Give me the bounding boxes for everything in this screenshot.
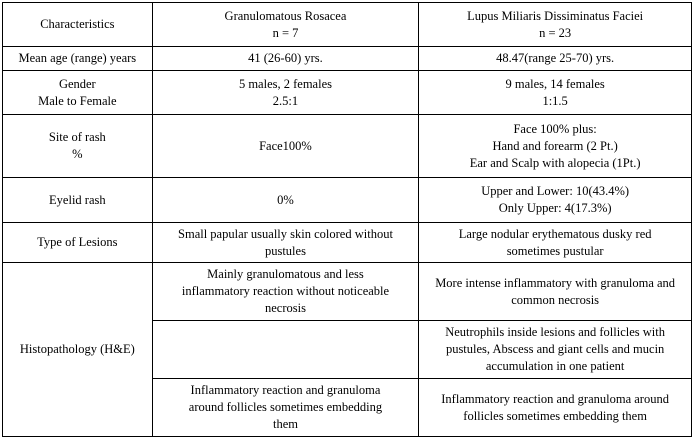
gr-cell [152, 321, 419, 379]
table-row [3, 71, 692, 115]
lmdf-cell: Neutrophils inside lesions and follicles with pustules, Abscess and giant cells and mucin accumulation in one patient [419, 321, 692, 379]
row-label: Site of rash % [3, 115, 153, 178]
table-row [3, 47, 692, 71]
lmdf-cell: Upper and Lower: 10(43.4%) Only Upper: 4(17.3%) [419, 178, 692, 223]
table-row [3, 223, 692, 263]
gr-cell: Small papular usually skin colored without pustules [152, 223, 419, 263]
row-label: Histopathology (H&E) [3, 263, 153, 437]
lmdf-cell: Large nodular erythematous dusky red sometimes pustular [419, 223, 692, 263]
lmdf-cell: More intense inflammatory with granuloma and common necrosis [419, 263, 692, 321]
row-label: Type of Lesions [3, 223, 153, 263]
gr-cell: Face100% [152, 115, 419, 178]
comparison-table [2, 2, 692, 437]
table-row [3, 263, 692, 321]
lmdf-cell: Face 100% plus: Hand and forearm (2 Pt.) Ear and Scalp with alopecia (1Pt.) [419, 115, 692, 178]
table-row [3, 178, 692, 223]
table-header-row [3, 3, 692, 47]
row-label: Eyelid rash [3, 178, 153, 223]
granulomatous-rosacea-header: Granulomatous Rosacea n = 7 [152, 3, 419, 47]
lmdf-header: Lupus Miliaris Dissiminatus Faciei n = 23 [419, 3, 692, 47]
gr-cell: Inflammatory reaction and granuloma around follicles sometimes embedding them [152, 379, 419, 437]
characteristics-header: Characteristics [3, 3, 153, 47]
gr-cell: 5 males, 2 females 2.5:1 [152, 71, 419, 115]
lmdf-cell: 48.47(range 25-70) yrs. [419, 47, 692, 71]
table-row [3, 115, 692, 178]
gr-cell: 41 (26-60) yrs. [152, 47, 419, 71]
lmdf-cell: 9 males, 14 females 1:1.5 [419, 71, 692, 115]
gr-cell: 0% [152, 178, 419, 223]
lmdf-cell: Inflammatory reaction and granuloma around follicles sometimes embedding them [419, 379, 692, 437]
gr-cell: Mainly granulomatous and less inflammatory reaction without noticeable necrosis [152, 263, 419, 321]
row-label: Mean age (range) years [3, 47, 153, 71]
row-label: Gender Male to Female [3, 71, 153, 115]
